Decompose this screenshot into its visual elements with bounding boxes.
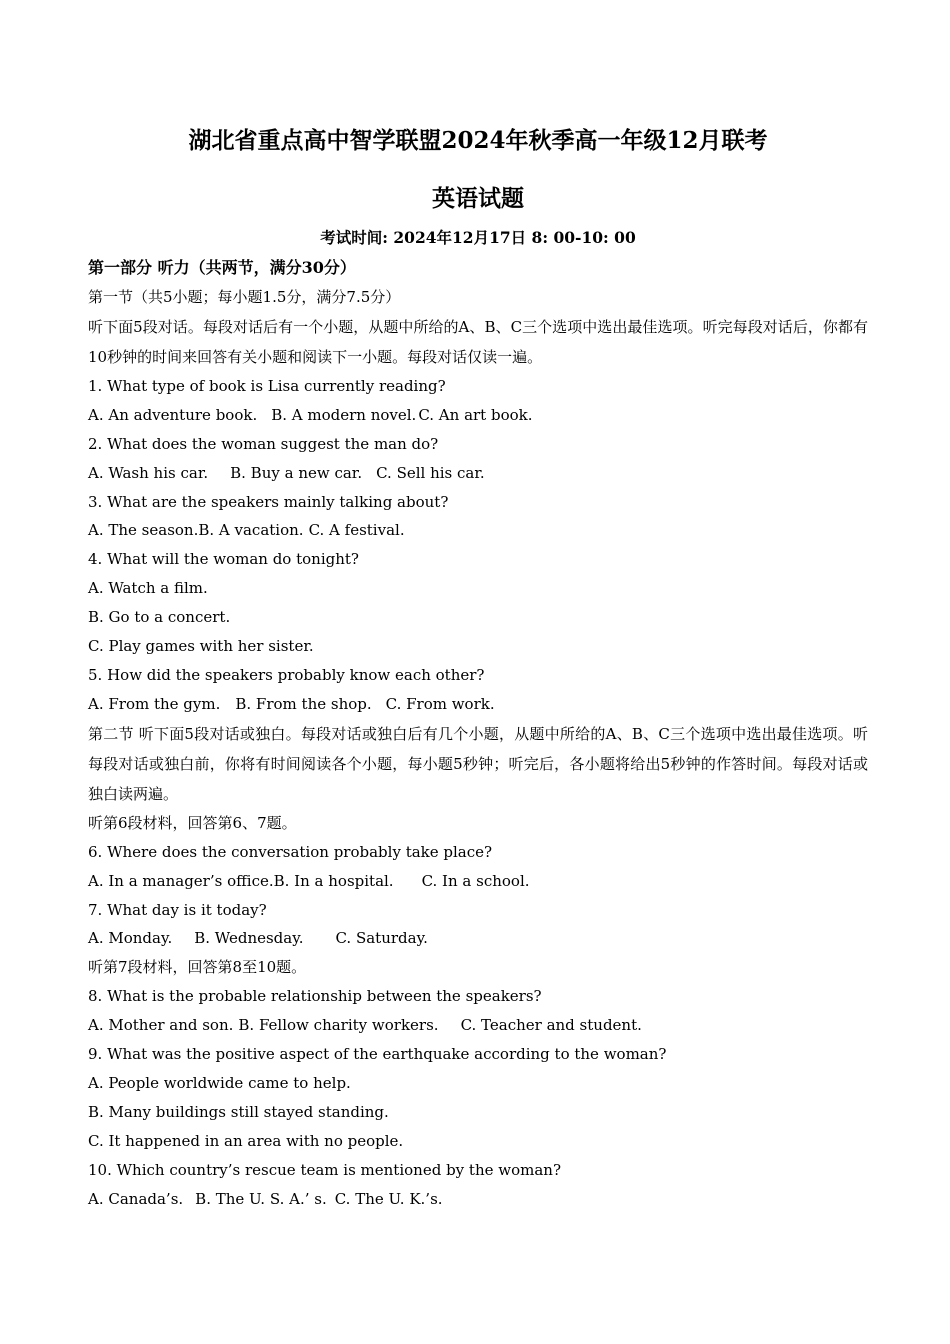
material-7-note: 听第7段材料，回答第8至10题。 — [88, 958, 307, 977]
question-10-option-c: C. The U. K.’s. — [334, 1189, 443, 1208]
question-2-option-b: B. Buy a new car. — [230, 463, 363, 482]
question-4-option-b: B. Go to a concert. — [88, 608, 231, 627]
question-9-option-b: B. Many buildings still stayed standing. — [88, 1102, 389, 1121]
question-4-option-a: A. Watch a film. — [88, 579, 208, 598]
question-7-option-c: C. Saturday. — [335, 929, 428, 948]
question-10-option-b: B. The U. S. A.’ s. — [195, 1189, 327, 1208]
question-1-options — [88, 401, 868, 430]
question-6-option-c: C. In a school. — [421, 871, 530, 890]
question-7-stem: 7. What day is it today? — [88, 900, 267, 919]
question-10-stem: 10. Which country’s rescue team is mentioned by the woman? — [88, 1160, 561, 1179]
question-3-option-c: C. A festival. — [308, 521, 405, 540]
question-2-option-c: C. Sell his car. — [376, 463, 485, 482]
question-6-option-a: A. In a manager’s office. — [88, 871, 274, 890]
question-7-options — [88, 924, 868, 953]
material-6-note: 听第6段材料，回答第6、7题。 — [88, 813, 297, 832]
exam-page — [88, 120, 868, 1213]
question-4-stem: 4. What will the woman do tonight? — [88, 550, 359, 569]
question-1-option-a: A. An adventure book. — [88, 405, 258, 424]
part-one-heading: 第一部分 听力（共两节，满分30分） — [88, 258, 356, 277]
question-5-option-c: C. From work. — [385, 694, 495, 713]
question-9-option-c: C. It happened in an area with no people. — [88, 1131, 404, 1150]
question-3-options — [88, 516, 868, 545]
question-4-option-c: C. Play games with her sister. — [88, 637, 314, 656]
question-1-option-b: B. A modern novel. — [271, 405, 417, 424]
question-2-option-a: A. Wash his car. — [88, 463, 209, 482]
question-7-option-b: B. Wednesday. — [194, 929, 304, 948]
question-8-stem: 8. What is the probable relationship between the speakers? — [88, 987, 542, 1006]
question-6-stem: 6. Where does the conversation probably take place? — [88, 842, 493, 861]
exam-time: 考试时间: 2024年12月17日 8: 00-10: 00 — [320, 228, 636, 247]
question-2-stem: 2. What does the woman suggest the man do? — [88, 434, 439, 453]
question-8-option-b: B. Fellow charity workers. — [238, 1016, 439, 1035]
question-1-option-c: C. An art book. — [418, 405, 533, 424]
question-5-stem: 5. How did the speakers probably know each other? — [88, 665, 485, 684]
question-6-option-b: B. In a hospital. — [273, 871, 394, 890]
question-8-option-a: A. Mother and son. — [88, 1016, 234, 1035]
question-5-options — [88, 690, 868, 719]
question-7-option-a: A. Monday. — [88, 929, 173, 948]
question-3-option-b: B. A vacation. — [198, 521, 304, 540]
question-8-options — [88, 1011, 868, 1040]
question-5-option-a: A. From the gym. — [88, 694, 221, 713]
section-one-instructions: 听下面5段对话。每段对话后有一个小题，从题中所给的A、B、C三个选项中选出最佳选项。听完每段对话后，你都有10秒钟的时间来回答有关小题和阅读下一小题。每段对话仅读一遍。 — [88, 317, 868, 366]
exam-subtitle: 英语试题 — [432, 185, 524, 212]
section-two-instructions: 第二节 听下面5段对话或独白。每段对话或独白后有几个小题，从题中所给的A、B、C三个选项中选出最佳选项。听每段对话或独白前，你将有时间阅读各个小题，每小题5秒钟；听完后，各小题将给出5秒钟的作答时间。每段对话或独白读两遍。 — [88, 724, 868, 803]
question-8-option-c: C. Teacher and student. — [460, 1016, 642, 1035]
question-5-option-b: B. From the shop. — [235, 694, 372, 713]
question-1-stem: 1. What type of book is Lisa currently reading? — [88, 376, 446, 395]
question-10-option-a: A. Canada’s. — [88, 1189, 184, 1208]
exam-title: 湖北省重点高中智学联盟2024年秋季高一年级12月联考 — [188, 127, 768, 154]
question-2-options — [88, 459, 868, 488]
question-10-options — [88, 1185, 868, 1214]
question-9-stem: 9. What was the positive aspect of the earthquake according to the woman? — [88, 1045, 667, 1064]
question-9-option-a: A. People worldwide came to help. — [88, 1073, 351, 1092]
question-3-option-a: A. The season. — [88, 521, 199, 540]
section-one-heading: 第一节（共5小题；每小题1.5分，满分7.5分） — [88, 288, 401, 306]
question-6-options — [88, 867, 868, 896]
question-3-stem: 3. What are the speakers mainly talking about? — [88, 492, 449, 511]
